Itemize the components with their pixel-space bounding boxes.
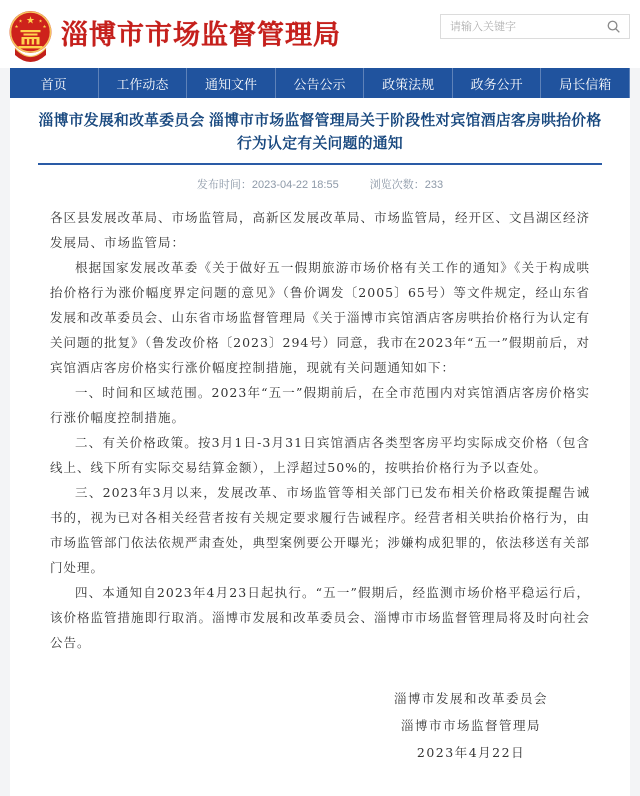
header-inner	[8, 0, 632, 68]
signature-date: 2023年4月22日	[416, 744, 526, 760]
signature-block	[394, 685, 548, 766]
article-body	[10, 192, 630, 655]
svg-text:★: ★	[18, 18, 23, 23]
main-nav	[10, 68, 630, 98]
nav-item-5[interactable]: 政务公开	[453, 68, 542, 98]
svg-text:★: ★	[42, 23, 47, 29]
nav-item-4[interactable]: 政策法规	[364, 68, 453, 98]
article-paragraph: 三、2023年3月以来，发展改革、市场监管等相关部门已发布相关价格政策提醒告诫书的，视为已对各相关经营者按有关规定要求履行告诫程序。经营者相关哄抬价格行为，由市场监管部门依法依规严肃查处，典型案例要公开曝光；涉嫌构成犯罪的，依法移送有关部门处理。	[50, 484, 591, 575]
article-paragraph: 四、本通知自2023年4月23日起执行。“五一”假期后，经监测市场价格平稳运行后，该价格监管措施即行取消。淄博市发展和改革委员会、淄博市市场监督管理局将及时向社会公告。	[50, 584, 591, 650]
article-meta	[10, 176, 630, 192]
view-count: 浏览次数：233	[369, 178, 444, 191]
search-box	[440, 14, 630, 39]
nav-item-2[interactable]: 通知文件	[187, 68, 276, 98]
nav-item-6[interactable]: 局长信箱	[541, 68, 630, 98]
publish-time: 发布时间：2023-04-22 18:55	[196, 178, 339, 191]
article-title: 淄博市发展和改革委员会 淄博市市场监督管理局关于阶段性对宾馆酒店客房哄抬价格行为认定有关问题的通知	[38, 113, 602, 152]
article-paragraph: 各区县发展改革局、市场监管局，高新区发展改革局、市场监管局，经开区、文昌湖区经济发展局、市场监管局：	[50, 209, 591, 250]
site-header	[0, 0, 640, 68]
signature-org: 淄博市发展和改革委员会	[393, 690, 548, 706]
site-title: 淄博市市场监督管理局	[61, 19, 341, 50]
svg-text:★: ★	[26, 15, 35, 26]
search-input[interactable]	[441, 15, 606, 38]
article-paragraph: 一、时间和区域范围。2023年“五一”假期前后，在全市范围内对宾馆酒店客房价格实行涨价幅度控制措施。	[50, 384, 590, 425]
article-paragraph: 二、有关价格政策。按3月1日-3月31日宾馆酒店各类型客房平均实际成交价格（包含线上、线下所有实际交易结算金额），上浮超过50%的，按哄抬价格行为予以查处。	[50, 434, 590, 475]
article-paragraph: 根据国家发展改革委《关于做好五一假期旅游市场价格有关工作的通知》《关于构成哄抬价格行为涨价幅度界定问题的意见》（鲁价调发〔2005〕65号）等文件规定，经山东省发展和改革委员会、山东省市场监督管理局《关于淄博市宾馆酒店客房哄抬价格行为认定有关问题的批复》（鲁发改价格〔2023〕294号）同意，我市在2023年“五一”假期前后，对宾馆酒店客房价格实行涨价幅度控制措施，现就有关问题通知如下：	[50, 259, 591, 375]
title-divider	[38, 163, 602, 165]
search-icon[interactable]	[606, 19, 621, 34]
svg-text:★: ★	[38, 18, 43, 23]
signature-org: 淄博市市场监督管理局	[400, 717, 541, 733]
svg-text:★: ★	[14, 23, 19, 29]
national-emblem-icon	[8, 10, 53, 63]
nav-item-1[interactable]: 工作动态	[99, 68, 188, 98]
nav-item-3[interactable]: 公告公示	[276, 68, 365, 98]
nav-item-0[interactable]: 首页	[10, 68, 99, 98]
content-area	[10, 98, 630, 796]
